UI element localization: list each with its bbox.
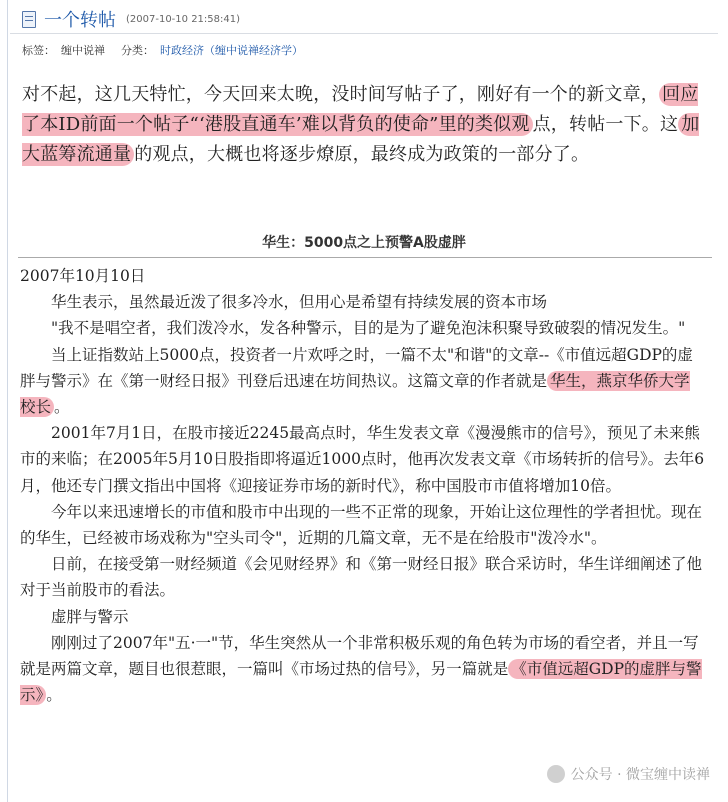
article-text: 当上证指数站上5000点，投资者一片欢呼之时，一篇不太"和谐"的文章--《市值远超GDP的虚胖与警示》在《第一财经日报》刊登后迅速在坊间热议。这篇文章的作者就是 — [20, 345, 693, 390]
tag-link[interactable]: 缠中说禅 — [61, 44, 105, 57]
intro-paragraph — [22, 80, 707, 170]
post-timestamp: (2007-10-10 21:58:41) — [126, 13, 241, 25]
intro-highlight: 加大蓝筹流通量 — [22, 114, 700, 165]
intro-text: 点，转帖一下。这 — [532, 114, 679, 135]
article-heading: 华生：5000点之上预警A股虚胖 — [262, 235, 466, 251]
watermark — [547, 764, 710, 784]
tags-label: 标签： — [22, 44, 55, 57]
article-paragraph: 华生表示，虽然最近泼了很多冷水，但用心是希望有持续发展的资本市场 — [51, 293, 548, 312]
post-title[interactable]: 一个转帖 — [44, 10, 116, 31]
article-text: 刚刚过了2007年"五·一"节，华生突然从一个非常积极乐观的角色转为市场的看空者，并且一写就是两篇文章，题目也很惹眼，一篇叫《市场过热的信号》，另一篇就是 — [20, 633, 699, 679]
article-paragraph — [20, 630, 705, 709]
article-paragraph: 日前，在接受第一财经频道《会见财经界》和《第一财经日报》联合采访时，华生详细阐述了他对于当前股市的看法。 — [20, 555, 703, 600]
intro-text: 对不起，这几天特忙，今天回来太晚，没时间写帖子了，刚好有一个的新文章， — [22, 84, 659, 105]
article-divider — [18, 257, 712, 258]
article-date: 2007年10月10日 — [20, 267, 146, 285]
category-label: 分类： — [121, 44, 154, 57]
intro-text: 的观点，大概也将逐步燎原，最终成为政策的一部分了。 — [134, 144, 590, 165]
article-paragraph: 2001年7月1日，在股市接近2245最高点时，华生发表文章《漫漫熊市的信号》，预见了未来熊市的来临；在2005年5月10日股指即将逼近1000点时，他再次发表文章《市场转折的信号》。去年6月，他还专门撰文指出中国将《迎接证券市场的新时代》，称中国股市市值将增加10倍。 — [20, 424, 705, 495]
post-header — [22, 6, 718, 32]
article-subheading: 虚胖与警示 — [51, 607, 129, 626]
article-paragraph — [20, 342, 705, 421]
document-icon — [22, 11, 36, 28]
category-link[interactable]: 时政经济（缠中说禅经济学） — [160, 44, 303, 57]
article-paragraph: 今年以来迅速增长的市值和股市中出现的一些不正常的现象，开始让这位理性的学者担忧。现在的华生，已经被市场戏称为"空头司令"，近期的几篇文章，无不是在给股市"泼冷水"。 — [20, 502, 703, 548]
article-highlight: 《市值远超GDP的虚胖与警示》 — [20, 660, 702, 705]
watermark-text: 公众号 · 微宝缠中读禅 — [570, 767, 710, 783]
article-text: 。 — [54, 398, 70, 417]
article-body — [20, 263, 705, 708]
header-divider — [10, 33, 718, 34]
wechat-icon — [547, 765, 565, 783]
article-paragraph: "我不是唱空者，我们泼冷水，发各种警示，目的是为了避免泡沫积聚导致破裂的情况发生。" — [51, 319, 686, 338]
post-meta — [22, 42, 309, 58]
intro-highlight: 回应了本ID前面一个帖子“‘港股直通车’难以背负的使命”里的类似观 — [22, 84, 699, 135]
article-text: 。 — [46, 686, 62, 705]
left-border — [7, 0, 8, 802]
article-highlight: 华生，燕京华侨大学校长 — [20, 371, 690, 417]
